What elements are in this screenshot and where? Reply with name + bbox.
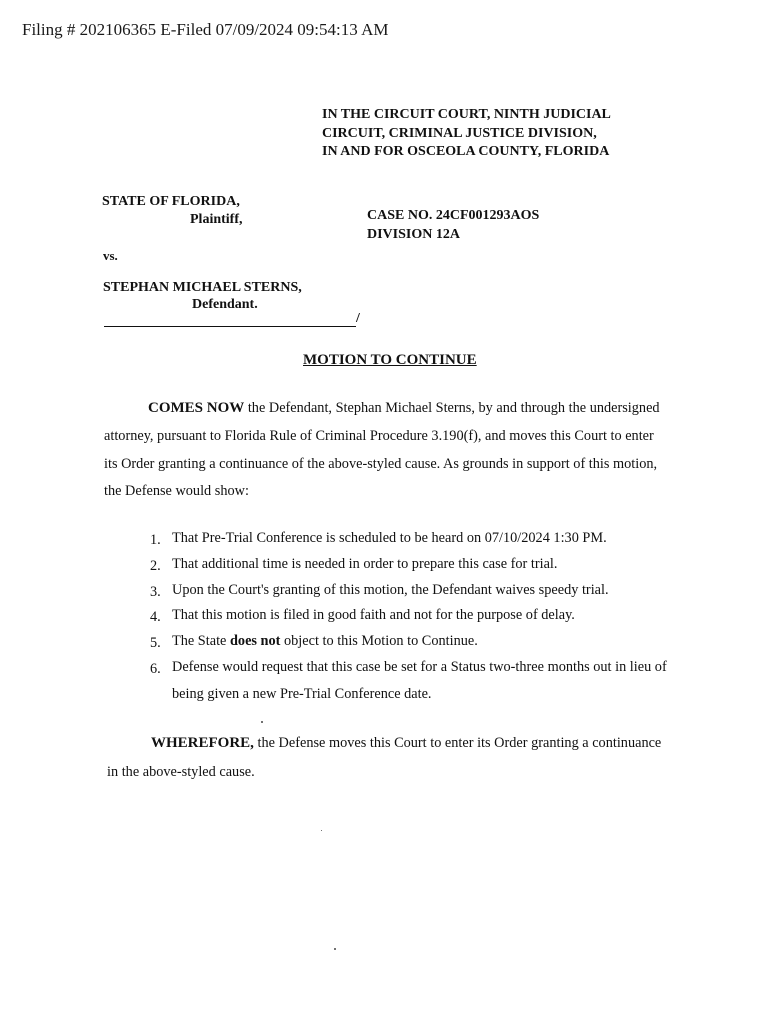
conclusion-line-1: [151, 735, 661, 752]
ground-5-text-bold: does not: [229, 633, 281, 649]
scan-speck: [334, 948, 336, 950]
ground-4-number: 4.: [150, 609, 161, 625]
ground-3-number: 3.: [150, 584, 161, 600]
ground-2-text: That additional time is needed in order to prepare this case for trial.: [172, 556, 558, 572]
intro-line-3: its Order granting a continuance of the above-styled cause. As grounds in support of this motion,: [104, 456, 658, 472]
ground-1-number: 1.: [150, 532, 161, 548]
filing-header: Filing # 202106365 E-Filed 07/09/2024 09:54:13 AM: [22, 20, 389, 39]
intro-line-2: attorney, pursuant to Florida Rule of Criminal Procedure 3.190(f), and moves this Court to enter: [104, 428, 654, 444]
ground-6-text: Defense would request that this case be set for a Status two-three months out in lieu of: [172, 659, 667, 675]
court-line-1: IN THE CIRCUIT COURT, NINTH JUDICIAL: [322, 107, 611, 122]
scan-speck: [261, 721, 263, 723]
court-line-3: IN AND FOR OSCEOLA COUNTY, FLORIDA: [322, 144, 610, 159]
ground-4-text: That this motion is filed in good faith and not for the purpose of delay.: [172, 607, 575, 623]
intro-lead: COMES NOW: [148, 400, 245, 416]
court-line-2: CIRCUIT, CRIMINAL JUSTICE DIVISION,: [322, 125, 597, 141]
plaintiff-role: Plaintiff,: [190, 212, 243, 227]
caption-divider-slash: /: [356, 311, 360, 326]
ground-2-number: 2.: [150, 558, 161, 574]
ground-5-number: 5.: [150, 635, 161, 651]
division: DIVISION 12A: [367, 227, 460, 242]
ground-3-text: Upon the Court's granting of this motion, the Defendant waives speedy trial.: [172, 582, 609, 598]
plaintiff-name: STATE OF FLORIDA,: [102, 194, 240, 209]
ground-5-text: [172, 633, 478, 650]
caption-divider-line: [104, 326, 356, 327]
ground-5-text-after: object to this Motion to Continue.: [280, 633, 478, 649]
conclusion-line-2: in the above-styled cause.: [107, 764, 255, 780]
ground-5-text-before: The State: [172, 633, 230, 649]
ground-6-number: 6.: [150, 661, 161, 677]
intro-line-1: [148, 400, 660, 417]
document-title: MOTION TO CONTINUE: [303, 352, 477, 368]
defendant-role: Defendant.: [192, 297, 258, 312]
court-caption: [322, 106, 611, 162]
ground-6-text-continued: being given a new Pre-Trial Conference date.: [172, 686, 432, 702]
intro-line-1-text: the Defendant, Stephan Michael Sterns, by and through the undersigned: [244, 400, 660, 416]
versus-label: vs.: [103, 248, 118, 263]
scan-speck: [321, 830, 322, 831]
defendant-name: STEPHAN MICHAEL STERNS,: [103, 280, 302, 295]
ground-1-text: That Pre-Trial Conference is scheduled to be heard on 07/10/2024 1:30 PM.: [172, 530, 607, 546]
conclusion-lead: WHEREFORE,: [151, 735, 254, 751]
intro-line-4: the Defense would show:: [104, 483, 249, 499]
case-number: CASE NO. 24CF001293AOS: [367, 208, 540, 223]
conclusion-line-1-text: the Defense moves this Court to enter its Order granting a continuance: [253, 735, 662, 751]
